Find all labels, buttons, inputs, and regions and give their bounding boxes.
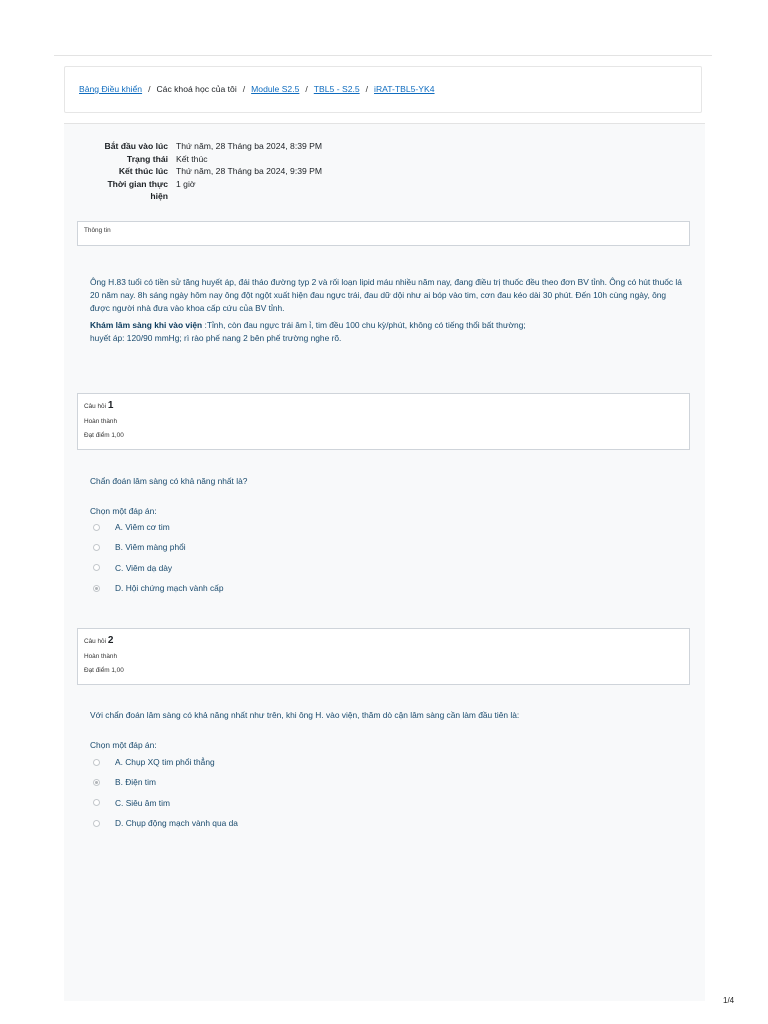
question-2-text: Với chẩn đoán lâm sàng có khả năng nhất như trên, khi ông H. vào viện, thăm dò cận lâm sàng cần làm đầu tiên là: bbox=[90, 710, 520, 720]
radio-icon[interactable] bbox=[93, 564, 100, 571]
question-1-status: Hoàn thành bbox=[84, 417, 118, 425]
breadcrumb-separator: / bbox=[148, 84, 151, 94]
q2-option-c[interactable]: C. Siêu âm tim bbox=[93, 793, 238, 813]
attempt-summary bbox=[74, 140, 322, 203]
breadcrumb-separator: / bbox=[305, 84, 308, 94]
breadcrumb-tbl-link[interactable]: TBL5 - S2.5 bbox=[313, 84, 360, 94]
q2-option-d[interactable]: D. Chụp động mạch vành qua da bbox=[93, 813, 238, 833]
duration-value: 1 giờ bbox=[176, 178, 196, 189]
case-history: Ông H.83 tuổi có tiền sử tăng huyết áp, đái tháo đường typ 2 và rối loạn lipid máu nhiều năm nay, đang điều trị thuốc đều theo đơn BV tỉnh. Ông có hút thuốc lá 20 năm nay. 8h sáng ngày hôm nay ông đột ngột xuất hiện đau ngực trái, đau dữ dội như ai bóp vào tim, cơn đau kéo dài 30 phút. Đến 10h cùng ngày, ông được người nhà đưa vào khoa cấp cứu của BV tỉnh. bbox=[90, 277, 682, 313]
breadcrumb-dashboard-link[interactable]: Bảng Điều khiển bbox=[79, 84, 143, 94]
exam-text-2: huyết áp: 120/90 mmHg; rì rào phế nang 2 bên phế trường nghe rõ. bbox=[90, 333, 342, 343]
case-passage bbox=[90, 276, 688, 349]
radio-icon[interactable] bbox=[93, 759, 100, 766]
breadcrumb-module-link[interactable]: Module S2.5 bbox=[251, 84, 300, 94]
end-label: Kết thúc lúc bbox=[118, 166, 168, 177]
q1-option-b[interactable]: B. Viêm màng phổi bbox=[93, 537, 224, 557]
radio-icon[interactable] bbox=[93, 820, 100, 827]
info-header bbox=[77, 221, 690, 246]
info-label: Thông tin bbox=[84, 227, 111, 234]
q2-option-a[interactable]: A. Chụp XQ tim phổi thẳng bbox=[93, 752, 238, 772]
question-2-prompt: Chọn một đáp án: bbox=[90, 740, 157, 750]
page-number: 1/4 bbox=[723, 996, 735, 1005]
question-2-status: Hoàn thành bbox=[84, 652, 118, 660]
start-value: Thứ năm, 28 Tháng ba 2024, 8:39 PM bbox=[176, 141, 323, 151]
question-2-number: 2 bbox=[107, 635, 114, 646]
question-2-label: Câu hỏi bbox=[84, 638, 107, 645]
radio-checked-icon[interactable] bbox=[93, 779, 100, 786]
q1-option-a[interactable]: A. Viêm cơ tim bbox=[93, 517, 224, 537]
start-label: Bắt đầu vào lúc bbox=[104, 141, 168, 151]
question-1-prompt: Chọn một đáp án: bbox=[90, 506, 157, 516]
exam-text: :Tỉnh, còn đau ngực trái âm ỉ, tim đều 100 chu kỳ/phút, không có tiếng thổi bất thường; bbox=[204, 320, 526, 330]
q1-option-d[interactable]: D. Hội chứng mạch vành cấp bbox=[93, 578, 224, 598]
radio-icon[interactable] bbox=[93, 799, 100, 806]
radio-icon[interactable] bbox=[93, 544, 100, 551]
duration-label-cont: hiện bbox=[150, 191, 168, 202]
breadcrumb-separator: / bbox=[365, 84, 369, 94]
state-value: Kết thúc bbox=[176, 153, 208, 164]
question-1-score: Đạt điểm 1,00 bbox=[84, 432, 124, 439]
duration-label: Thời gian thực bbox=[107, 178, 168, 189]
question-1-number: 1 bbox=[107, 400, 114, 411]
question-1-text: Chẩn đoán lâm sàng có khả năng nhất là? bbox=[90, 476, 248, 486]
question-1-options bbox=[93, 517, 224, 598]
breadcrumb-quiz-link[interactable]: iRAT-TBL5-YK4 bbox=[374, 84, 435, 94]
case-exam bbox=[90, 319, 688, 345]
exam-label: Khám lâm sàng khi vào viện bbox=[90, 320, 203, 330]
breadcrumb bbox=[64, 66, 702, 113]
question-1-info bbox=[77, 393, 690, 450]
q1-option-c[interactable]: C. Viêm dạ dày bbox=[93, 558, 224, 578]
question-2-score: Đạt điểm 1,00 bbox=[84, 667, 124, 674]
question-2-info bbox=[77, 628, 690, 685]
radio-icon[interactable] bbox=[93, 524, 100, 531]
breadcrumb-separator: / bbox=[242, 84, 246, 94]
end-value: Thứ năm, 28 Tháng ba 2024, 9:39 PM bbox=[176, 166, 323, 177]
state-label: Trạng thái bbox=[126, 153, 168, 164]
breadcrumb-my-courses: Các khoá học của tôi bbox=[156, 84, 237, 94]
top-divider bbox=[54, 55, 712, 56]
question-1-label: Câu hỏi bbox=[84, 403, 107, 410]
q2-option-b[interactable]: B. Điện tim bbox=[93, 772, 238, 792]
radio-checked-icon[interactable] bbox=[93, 585, 100, 592]
question-2-options bbox=[93, 752, 238, 833]
